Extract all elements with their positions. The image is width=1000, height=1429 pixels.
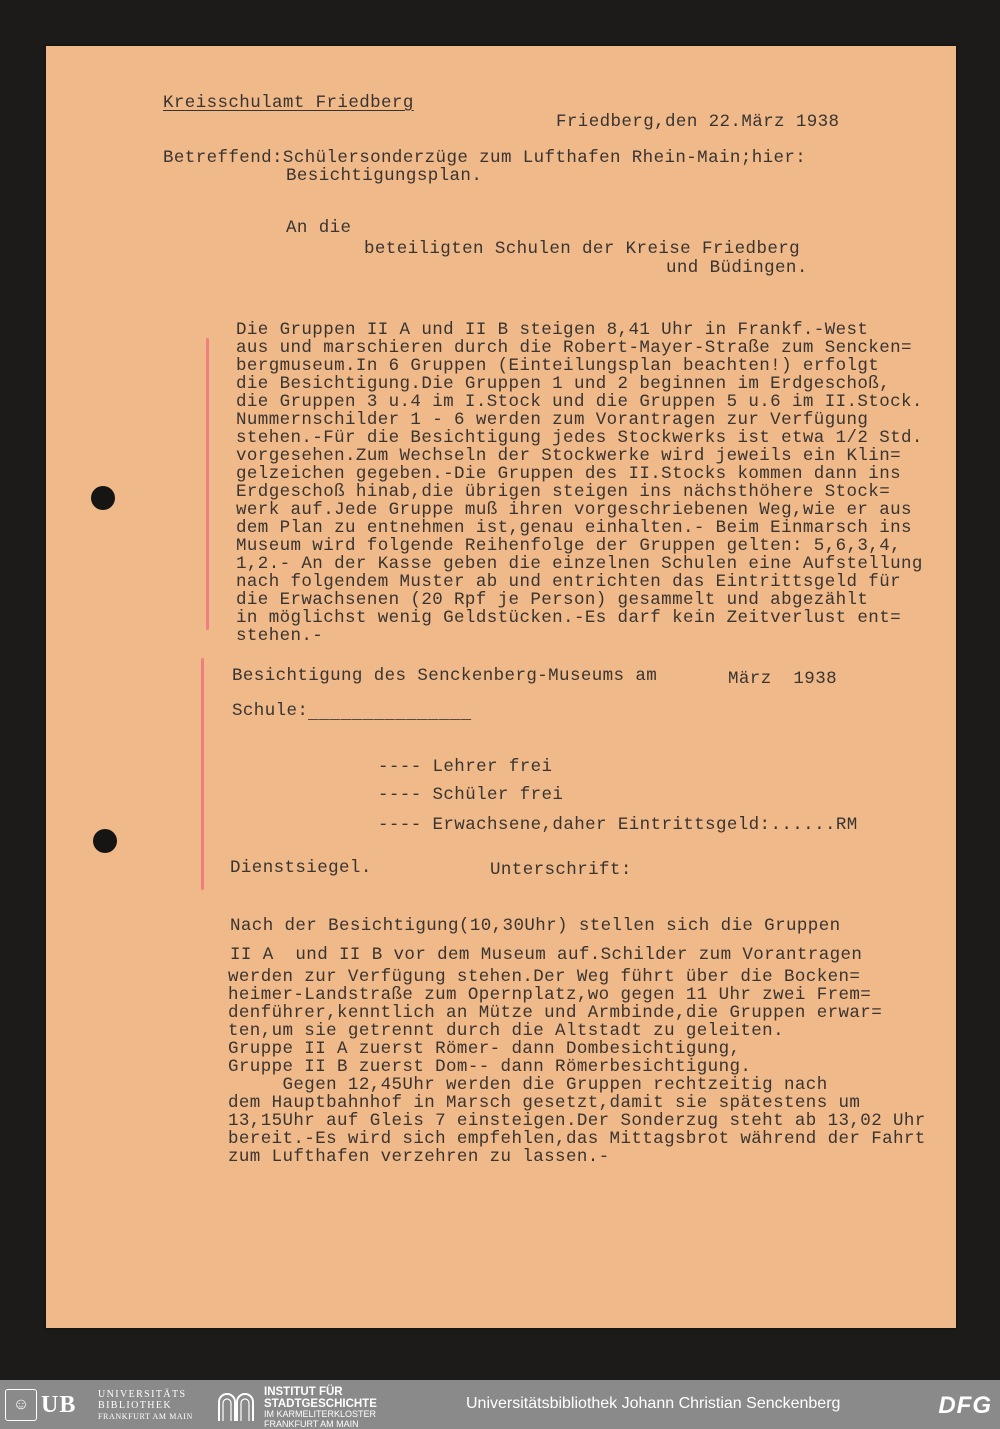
ub-name-line-2: BIBLIOTHEK	[98, 1400, 172, 1411]
isg-name-line-1: INSTITUT FÜR	[264, 1386, 343, 1398]
subject-line-2: Besichtigungsplan.	[286, 166, 483, 186]
punch-hole-top	[91, 486, 115, 510]
body-line: 1,2.- An der Kasse geben die einzelnen Schulen eine Aufstellung	[236, 554, 923, 574]
isg-name	[264, 1386, 377, 1429]
body-line: dem Plan zu entnehmen ist,genau einhalten.- Beim Einmarsch ins	[236, 518, 912, 538]
viewer-footer	[0, 1380, 1000, 1429]
form-seal-label: Dienstsiegel.	[230, 858, 372, 878]
closing-line: werden zur Verfügung stehen.Der Weg führt über die Bocken=	[228, 967, 861, 987]
ub-name-line-1: UNIVERSITÄTS	[98, 1389, 187, 1400]
form-school-blank: _______________	[308, 704, 472, 724]
margin-mark-upper	[206, 338, 209, 630]
bust-icon: ☺	[5, 1389, 37, 1421]
margin-mark-lower	[201, 658, 204, 890]
body-line: stehen.-Für die Besichtigung jedes Stockwerks ist etwa 1/2 Std.	[236, 428, 923, 448]
closing-line: 13,15Uhr auf Gleis 7 einsteigen.Der Sonderzug steht ab 13,02 Uhr	[228, 1111, 926, 1131]
subject-line-1: Betreffend:Schülersonderzüge zum Lufthafen Rhein-Main;hier:	[163, 148, 807, 168]
closing-line: dem Hauptbahnhof in Marsch gesetzt,damit sie spätestens um	[228, 1093, 861, 1113]
after-line-1: Nach der Besichtigung(10,30Uhr) stellen sich die Gruppen	[230, 916, 841, 936]
closing-line: Gegen 12,45Uhr werden die Gruppen rechtzeitig nach	[228, 1075, 828, 1095]
body-line: in möglichst wenig Geldstücken.-Es darf kein Zeitverlust ent=	[236, 608, 902, 628]
form-item-adults: ---- Erwachsene,daher Eintrittsgeld:......RM	[378, 815, 858, 835]
body-line: Die Gruppen II A und II B steigen 8,41 Uhr in Frankf.-West	[236, 320, 869, 340]
form-date: März 1938	[728, 669, 838, 689]
isg-name-line-3: IM KARMELITERKLOSTER	[264, 1409, 377, 1419]
body-line: Museum wird folgende Reihenfolge der Gruppen gelten: 5,6,3,4,	[236, 536, 902, 556]
form-item-teachers: ---- Lehrer frei	[378, 757, 553, 777]
closing-line: zum Lufthafen verzehren zu lassen.-	[228, 1147, 610, 1167]
closing-line: ten,um sie getrennt durch die Altstadt zu geleiten.	[228, 1021, 784, 1041]
closing-line: Gruppe II B zuerst Dom-- dann Römerbesichtigung.	[228, 1057, 752, 1077]
body-line: werk auf.Jede Gruppe muß ihren vorgeschriebenen Weg,wie er aus	[236, 500, 912, 520]
form-signature-label: Unterschrift:	[490, 860, 632, 880]
form-item-pupils: ---- Schüler frei	[378, 785, 564, 805]
ub-name-line-3: FRANKFURT AM MAIN	[98, 1412, 193, 1421]
isg-name-line-2: STADTGESCHICHTE	[264, 1398, 377, 1410]
recipient-line-3: und Büdingen.	[666, 258, 808, 278]
body-line: die Gruppen 3 u.4 im I.Stock und die Gruppen 5 u.6 im II.Stock.	[236, 392, 923, 412]
ub-logo[interactable]	[5, 1388, 93, 1422]
ub-name	[98, 1389, 193, 1422]
place-date: Friedberg,den 22.März 1938	[556, 112, 840, 132]
closing-line: bereit.-Es wird sich empfehlen,das Mittagsbrot während der Fahrt	[228, 1129, 926, 1149]
after-line-2: II A und II B vor dem Museum auf.Schilder zum Vorantragen	[230, 945, 863, 965]
sender-heading: Kreisschulamt Friedberg	[163, 93, 414, 113]
document-page	[46, 46, 956, 1328]
recipient-line-2: beteiligten Schulen der Kreise Friedberg	[364, 239, 801, 259]
body-line: Erdgeschoß hinab,die übrigen steigen ins nächsthöhere Stock=	[236, 482, 891, 502]
form-title: Besichtigung des Senckenberg-Museums am	[232, 666, 658, 686]
body-line: gelzeichen gegeben.-Die Gruppen des II.Stocks kommen dann ins	[236, 464, 902, 484]
dfg-logo[interactable]: DFG	[938, 1392, 992, 1419]
body-line: Nummernschilder 1 - 6 werden zum Vorantragen zur Verfügung	[236, 410, 869, 430]
body-line: stehen.-	[236, 626, 324, 646]
library-name[interactable]: Universitätsbibliothek Johann Christian Senckenberg	[466, 1395, 841, 1412]
closing-line: Gruppe II A zuerst Römer- dann Dombesichtigung,	[228, 1039, 741, 1059]
body-line: bergmuseum.In 6 Gruppen (Einteilungsplan beachten!) erfolgt	[236, 356, 880, 376]
closing-line: heimer-Landstraße zum Opernplatz,wo gegen 11 Uhr zwei Frem=	[228, 985, 872, 1005]
punch-hole-bottom	[93, 829, 117, 853]
ub-mark: UB	[41, 1391, 77, 1418]
closing-line: denführer,kenntlich an Mütze und Armbinde,die Gruppen erwar=	[228, 1003, 883, 1023]
form-school-label: Schule:	[232, 701, 309, 721]
body-line: nach folgendem Muster ab und entrichten das Eintrittsgeld für	[236, 572, 902, 592]
body-line: die Erwachsenen (20 Rpf je Person) gesammelt und abgezählt	[236, 590, 869, 610]
isg-name-line-4: FRANKFURT AM MAIN	[264, 1418, 359, 1429]
body-line: die Besichtigung.Die Gruppen 1 und 2 beginnen im Erdgeschoß,	[236, 374, 891, 394]
body-line: vorgesehen.Zum Wechseln der Stockwerke wird jeweils ein Klin=	[236, 446, 902, 466]
body-line: aus und marschieren durch die Robert-Mayer-Straße zum Sencken=	[236, 338, 912, 358]
recipient-line-1: An die	[286, 218, 352, 238]
arches-icon[interactable]	[216, 1388, 256, 1422]
